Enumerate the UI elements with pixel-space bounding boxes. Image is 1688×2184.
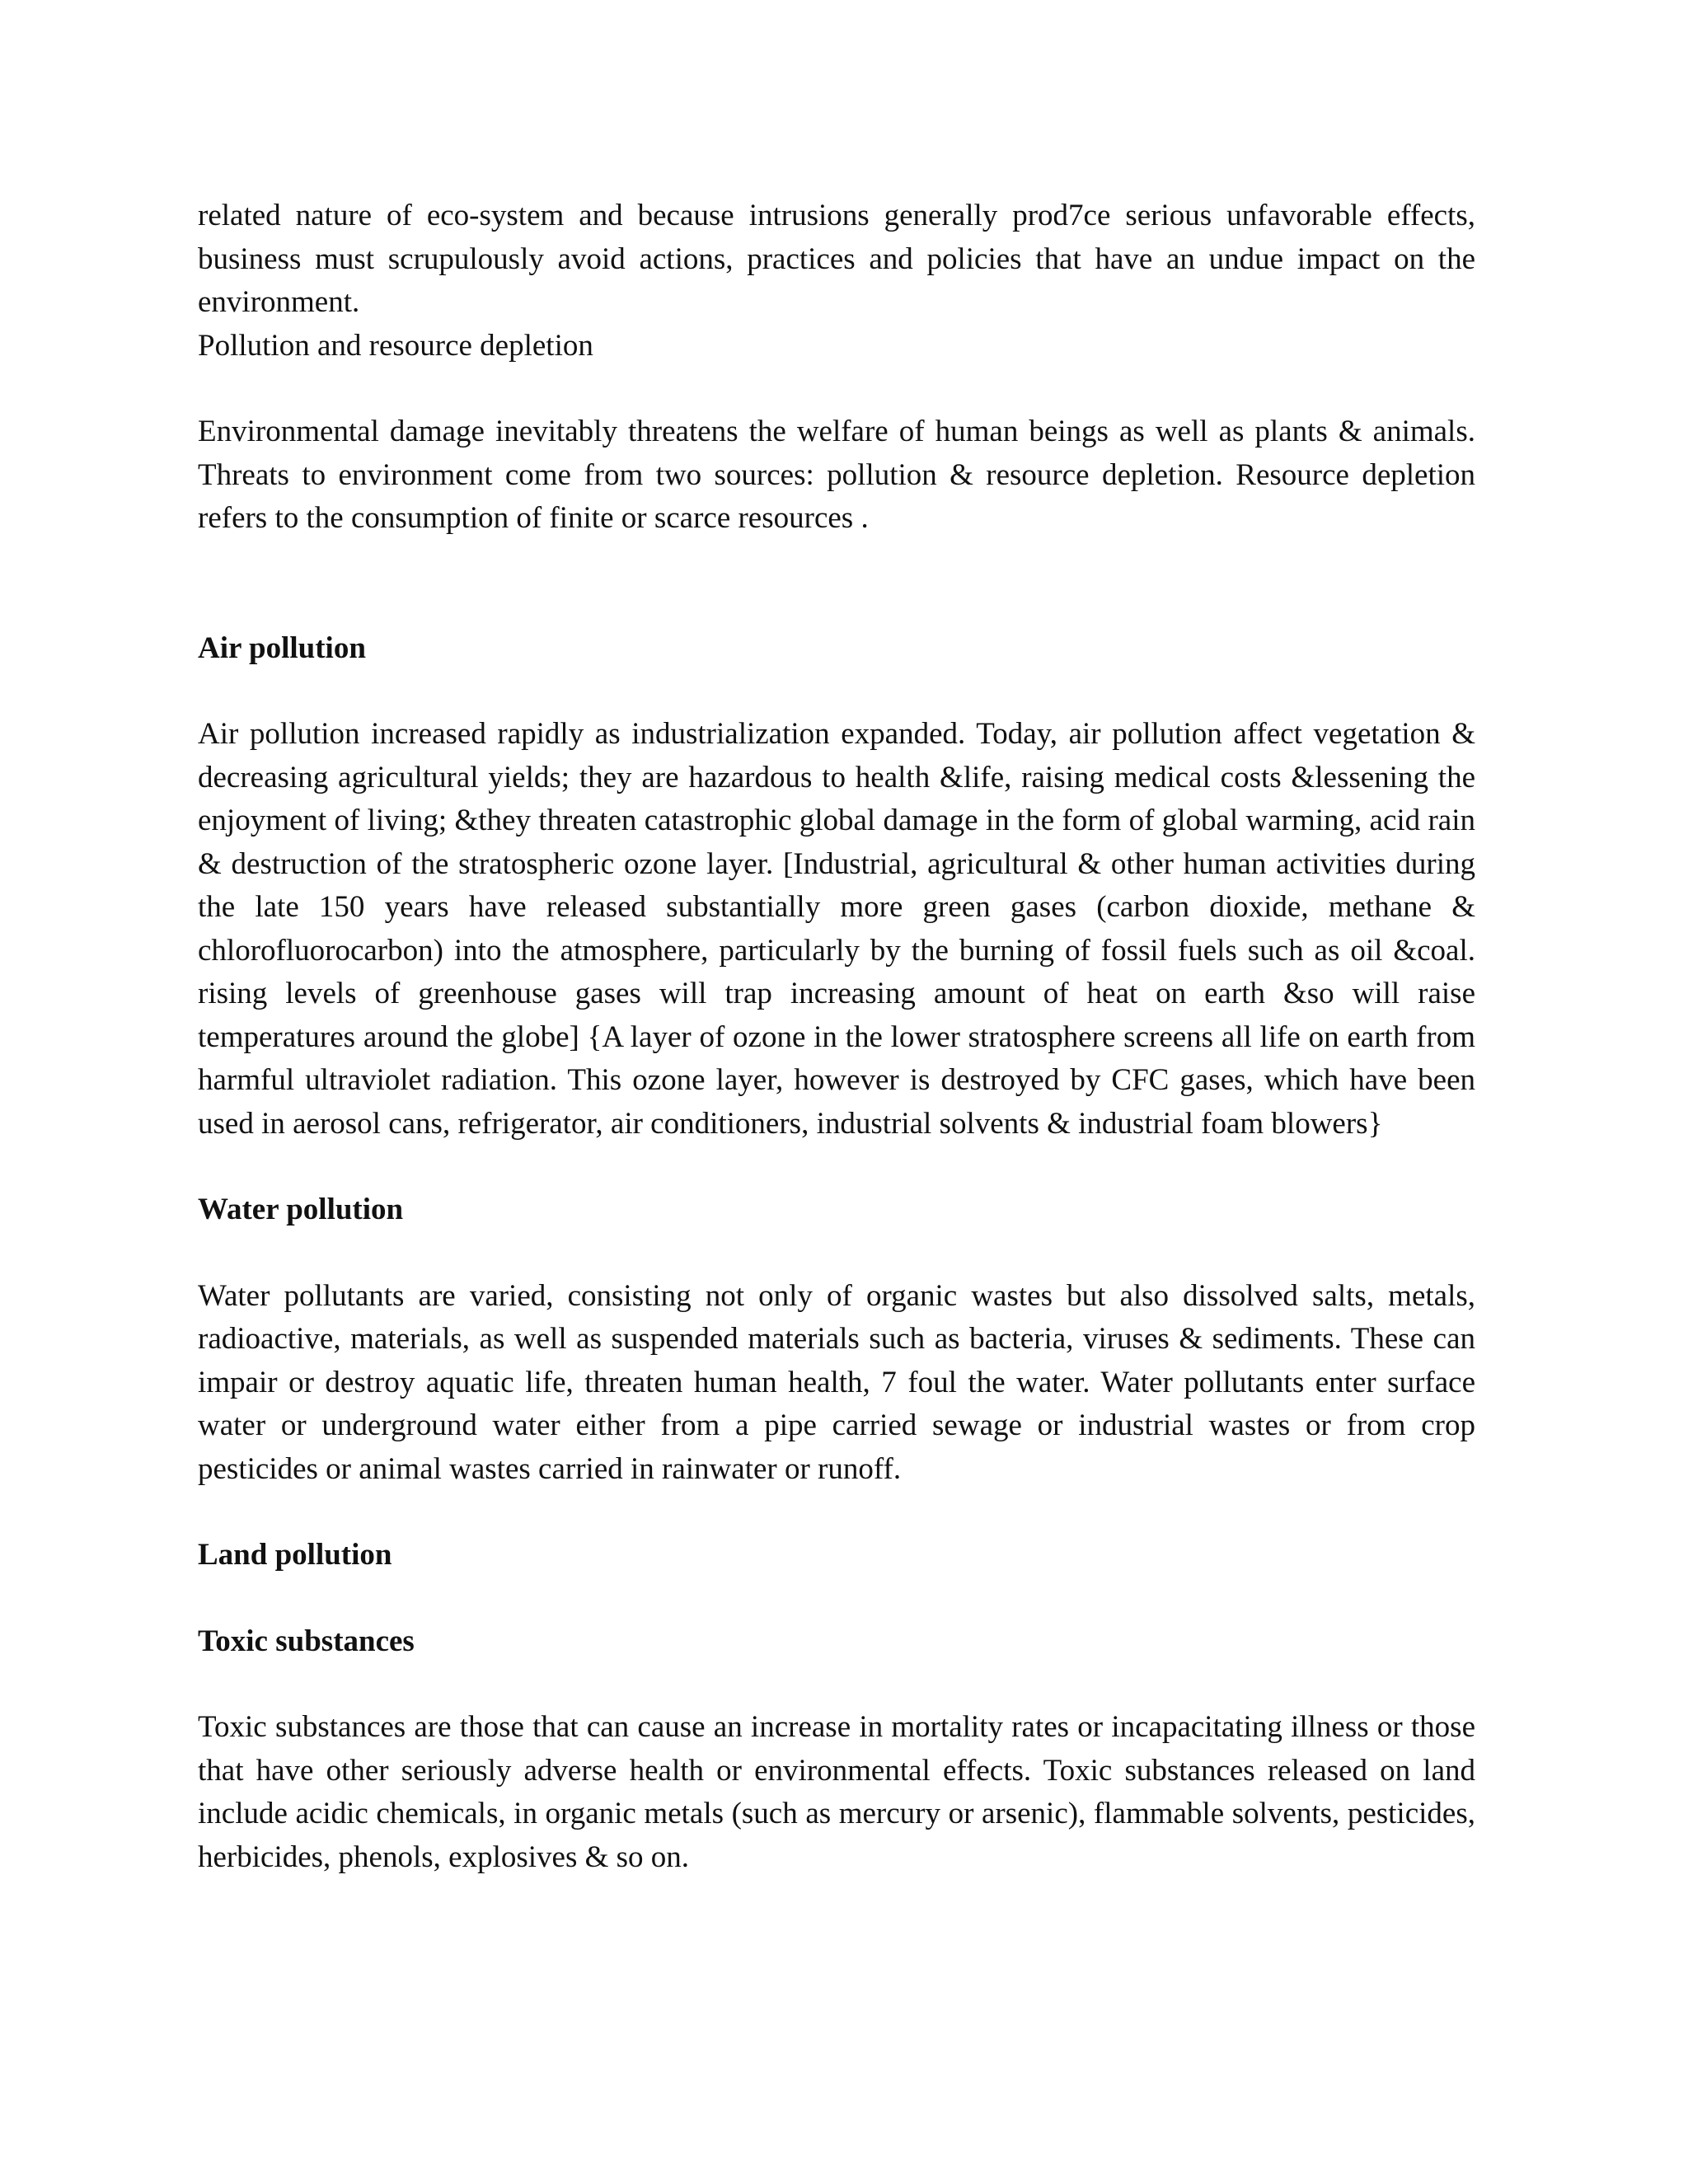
intro-paragraph: related nature of eco-system and because intrusions generally prod7ce serious unfavorable effects, business must scrupulously avoid actions, practices and policies that have an undue impact on the environment. <box>198 199 1475 319</box>
land-pollution-heading: Land pollution <box>198 1538 392 1572</box>
section-subtitle: Pollution and resource depletion <box>198 328 593 363</box>
water-pollution-heading: Water pollution <box>198 1193 404 1226</box>
toxic-substances-heading: Toxic substances <box>198 1624 415 1658</box>
document-body <box>198 194 1475 1879</box>
toxic-substances-paragraph: Toxic substances are those that can cause an increase in mortality rates or incapacitating illness or those that have other seriously adverse health or environmental effects. Toxic substances released on land include acidic chemicals, in organic metals (such as mercury or arsenic), flammable solvents, pesticides, herbicides, phenols, explosives & so on. <box>198 1710 1475 1874</box>
air-pollution-paragraph: Air pollution increased rapidly as industrialization expanded. Today, air pollution affect vegetation & decreasing agricultural yields; they are hazardous to health &life, raising medical costs &lessening the enjoyment of living; &they threaten catastrophic global damage in the form of global warming, acid rain & destruction of the stratospheric ozone layer. [Industrial, agricultural & other human activities during the late 150 years have released substantially more green gases (carbon dioxide, methane & chlorofluorocarbon) into the atmosphere, particularly by the burning of fossil fuels such as oil &coal. rising levels of greenhouse gases will trap increasing amount of heat on earth &so will raise temperatures around the globe] {A layer of ozone in the lower stratosphere screens all life on earth from harmful ultraviolet radiation. This ozone layer, however is destroyed by CFC gases, which have been used in aerosol cans, refrigerator, air conditioners, industrial solvents & industrial foam blowers} <box>198 717 1475 1141</box>
environment-paragraph: Environmental damage inevitably threatens the welfare of human beings as well as plants & animals. Threats to environment come from two sources: pollution & resource depletion. Resource depletion refers to the consumption of finite or scarce resources . <box>198 415 1475 535</box>
air-pollution-heading: Air pollution <box>198 630 366 665</box>
water-pollution-paragraph: Water pollutants are varied, consisting not only of organic wastes but also dissolved salts, metals, radioactive, materials, as well as suspended materials such as bacteria, viruses & sediments. These can impair or destroy aquatic life, threaten human health, 7 foul the water. Water pollutants enter surface water or underground water either from a pipe carried sewage or industrial wastes or from crop pesticides or animal wastes carried in rainwater or runoff. <box>198 1278 1475 1486</box>
